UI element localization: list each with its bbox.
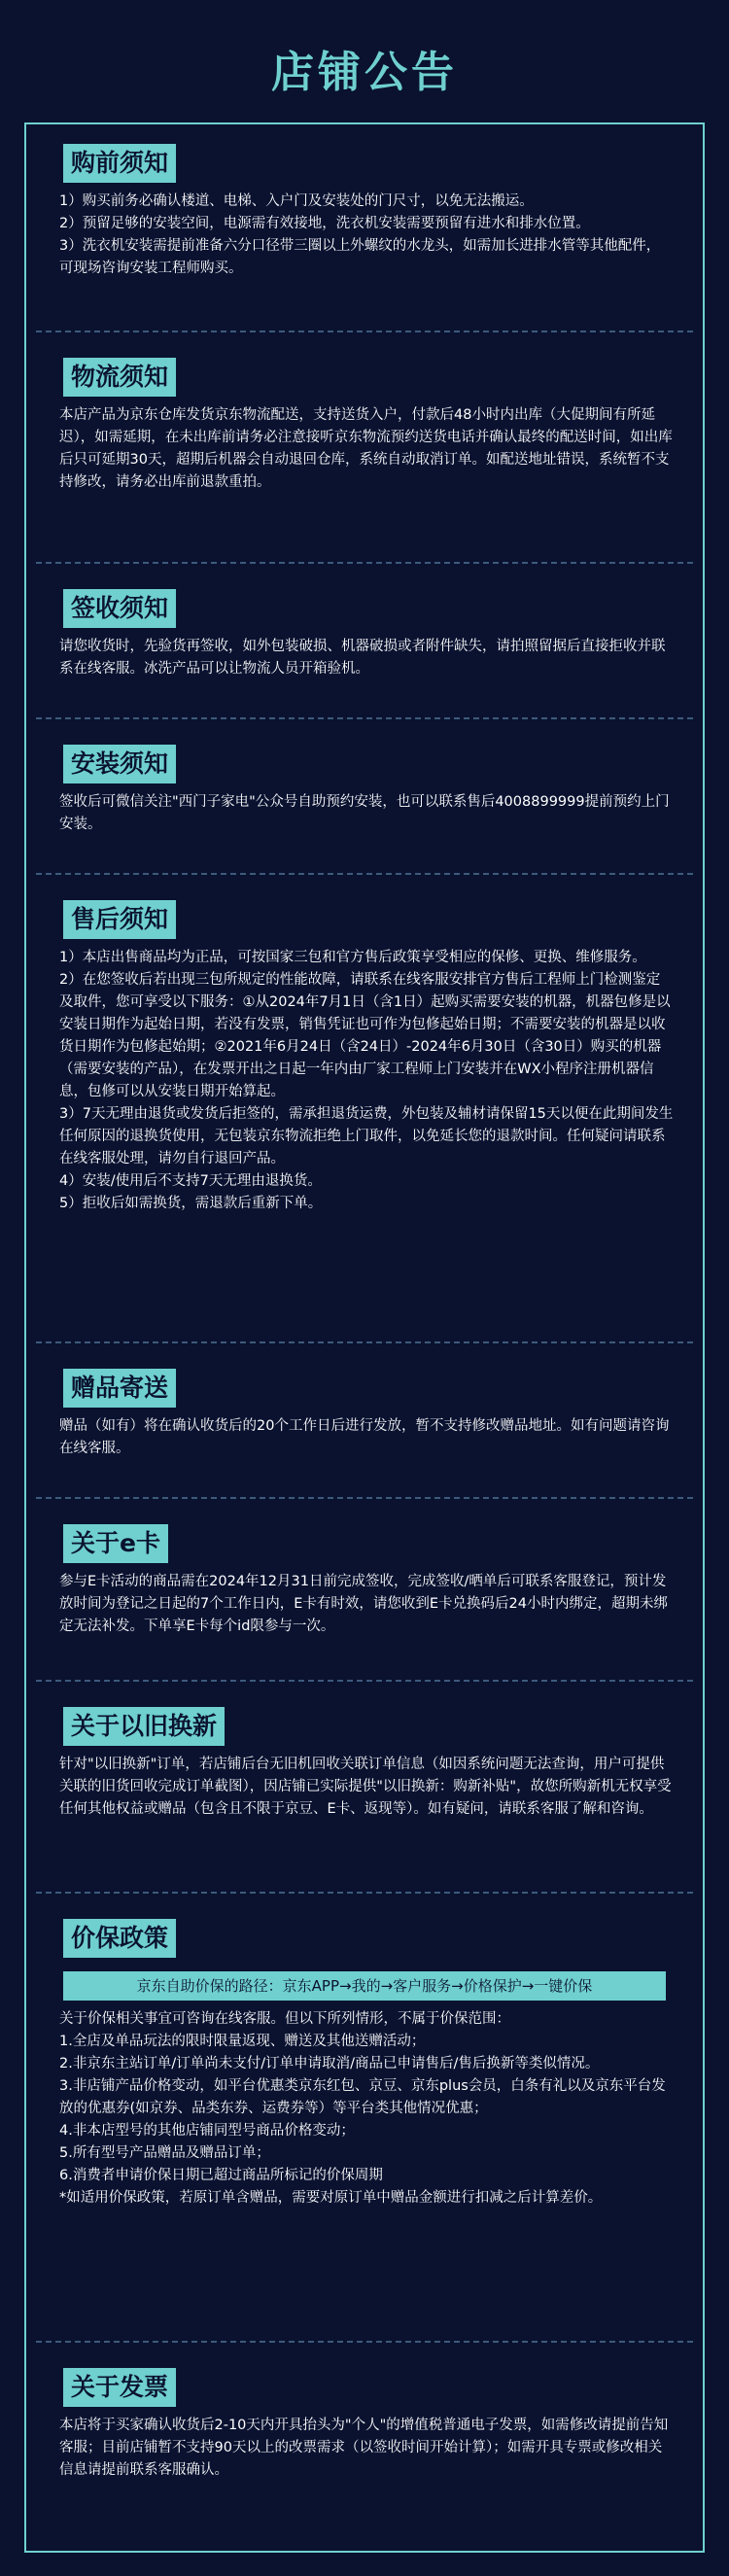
page-title: 店铺公告 [271, 48, 458, 97]
section-body-receipt: 请您收货时，先验货再签收，如外包装破损、机器破损或者附件缺失，请拍照留据后直接拒收并联系在线客服。冰洗产品可以让物流人员开箱验机。 [59, 639, 666, 677]
section-header-gift: 赠品寄送 [63, 1369, 176, 1408]
section-invoice [53, 2368, 679, 2482]
section-header-invoice: 关于发票 [63, 2368, 176, 2407]
section-logistics [53, 358, 679, 494]
section-body-price-protection: 关于价保相关事宜可咨询在线客服。但以下所列情形，不属于价保范围： 1.全店及单品玩法的限时限量返现、赠送及其他送赠活动； 2.非京东主站订单/订单尚未支付/订单申请取消/商品已申请售后/售后换新等类似情况。 3.非店铺产品价格变动，如平台优惠类京东红包、京豆、京东plus会员，白条有礼以及京东平台发放的优惠券(如京券、品类东券、运费券等）等平台类其他情况优惠； 4.非本店型号的其他店铺同型号商品价格变动； 5.所有型号产品赠品及赠品订单； 6.消费者申请价保日期已超过商品所标记的价保周期 *如适用价保政策，若原订单含赠品，需要对原订单中赠品金额进行扣减之后计算差价。 [59, 2011, 666, 2206]
section-after-sales [53, 900, 679, 1215]
section-header-price-protection: 价保政策 [63, 1919, 176, 1958]
section-body-pre-purchase: 1）购买前务必确认楼道、电梯、入户门及安装处的门尺寸，以免无法搬运。 2）预留足够的安装空间，电源需有效接地，洗衣机安装需要预留有进水和排水位置。 3）洗衣机安装需提前准备六分口径带三圈以上外螺纹的水龙头，如需加长进排水管等其他配件，可现场咨询安装工程师购买。 [59, 193, 661, 276]
divider [36, 2341, 693, 2343]
section-price-protection [53, 1919, 679, 2210]
section-ecard [53, 1524, 679, 1638]
announcement-frame [24, 122, 705, 2553]
section-header-trade-in: 关于以旧换新 [63, 1707, 225, 1746]
section-header-logistics: 物流须知 [63, 358, 176, 397]
section-body-ecard: 参与E卡活动的商品需在2024年12月31日前完成签收，完成签收/晒单后可联系客服登记，预计发放时间为登记之日起的7个工作日内，E卡有时效，请您收到E卡兑换码后24小时内绑定，超期未绑定无法补发。下单享E卡每个id限参与一次。 [59, 1574, 668, 1634]
divider [36, 1341, 693, 1343]
section-header-pre-purchase: 购前须知 [63, 144, 176, 183]
divider [36, 873, 693, 875]
divider [36, 331, 693, 332]
divider [36, 1892, 693, 1894]
section-body-invoice: 本店将于买家确认收货后2-10天内开具抬头为"个人"的增值税普通电子发票，如需修改请提前告知客服；目前店铺暂不支持90天以上的改票需求（以签收时间开始计算）；如需开具专票或修改相关信息请提前联系客服确认。 [59, 2418, 669, 2478]
divider [36, 562, 693, 564]
section-receipt [53, 589, 679, 680]
section-body-installation: 签收后可微信关注"西门子家电"公众号自助预约安装，也可以联系售后4008899999提前预约上门安装。 [59, 794, 670, 832]
section-header-installation: 安装须知 [63, 745, 176, 783]
section-body-after-sales: 1）本店出售商品均为正品，可按国家三包和官方售后政策享受相应的保修、更换、维修服务。 2）在您签收后若出现三包所规定的性能故障，请联系在线客服安排官方售后工程师上门检测鉴定及取件，您可享受以下服务：①从2024年7月1日（含1日）起购买需要安装的机器，机器包修是以安装日期作为起始日期，若没有发票，销售凭证也可作为包修起始日期；不需要安装的机器是以收货日期作为包修起始期；②2021年6月24日（含24日）-2024年6月30日（含30日）购买的机器（需要安装的产品），在发票开出之日起一年内由厂家工程师上门安装并在WX小程序注册机器信息，包修可以从安装日期开始算起。 3）7天无理由退货或发货后拒签的，需承担退货运费，外包装及辅材请保留15天以便在此期间发生任何原因的退换货使用，无包装京东物流拒绝上门取件，以免延长您的退款时间。任何疑问请联系在线客服处理，请勿自行退回产品。 4）安装/使用后不支持7天无理由退换货。 5）拒收后如需换货，需退款后重新下单。 [59, 950, 674, 1211]
section-body-gift: 赠品（如有）将在确认收货后的20个工作日后进行发放，暂不支持修改赠品地址。如有问题请咨询在线客服。 [59, 1418, 670, 1456]
section-header-receipt: 签收须知 [63, 589, 176, 628]
section-header-after-sales: 售后须知 [63, 900, 176, 939]
section-body-trade-in: 针对"以旧换新"订单，若店铺后台无旧机回收关联订单信息（如因系统问题无法查询，用户可提供关联的旧货回收完成订单截图），因店铺已实际提供"以旧换新：购新补贴"，故您所购新机无权享受任何其他权益或赠品（包含且不限于京豆、E卡、返现等）。如有疑问，请联系客服了解和咨询。 [59, 1757, 672, 1817]
divider [36, 1680, 693, 1682]
section-installation [53, 745, 679, 836]
section-trade-in [53, 1707, 679, 1821]
section-header-ecard: 关于e卡 [63, 1524, 168, 1563]
section-body-logistics: 本店产品为京东仓库发货京东物流配送，支持送货入户，付款后48小时内出库（大促期间有所延迟），如需延期，在未出库前请务必注意接听京东物流预约送货电话并确认最终的配送时间，如出库后只可延期30天，超期后机器会自动退回仓库，系统自动取消订单。如配送地址错误，系统暂不支持修改，请务必出库前退款重拍。 [59, 407, 673, 490]
divider [36, 717, 693, 719]
section-gift [53, 1369, 679, 1460]
section-pre-purchase [53, 144, 679, 280]
price-protection-path-banner: 京东自助价保的路径：京东APP→我的→客户服务→价格保护→一键价保 [63, 1971, 666, 2001]
divider [36, 1497, 693, 1499]
